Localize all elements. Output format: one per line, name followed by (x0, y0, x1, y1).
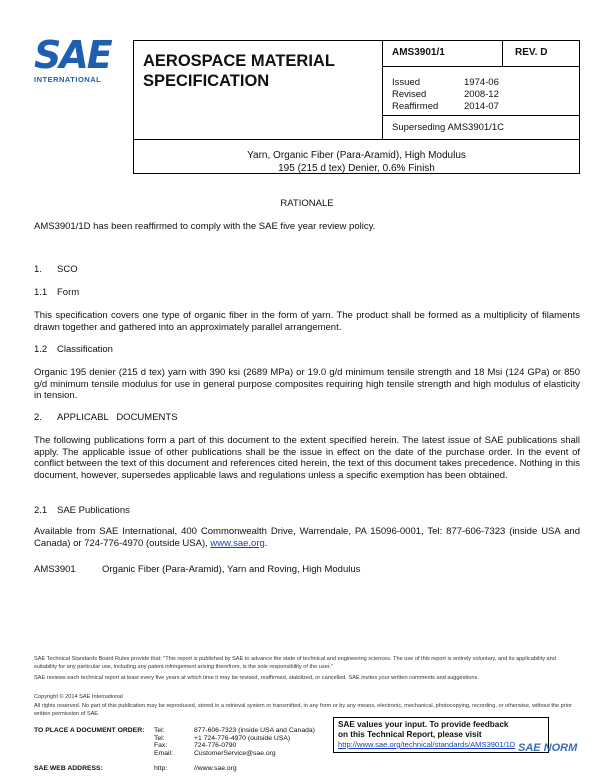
feedback-box: SAE values your input. To provide feedback on this Technical Report, please visit http://www.sae.org/technical/standards/AMS3901/1D (333, 717, 549, 753)
date-issued: Issued 1974-06 (392, 77, 499, 88)
date-list (392, 77, 499, 113)
logo-mark: SAE (34, 33, 111, 77)
legal-notice-3: All rights reserved. No part of this publication may be reproduced, stored in a retrieval system or transmitted, in any form or by any means, electronic, mechanical, photocopying, recording, or otherwise, without the prior written permission of SAE. (34, 703, 572, 717)
section-1-heading: 1. SCO (34, 264, 78, 275)
watermark: SAE NORM (518, 742, 578, 754)
reference-code: AMS3901 (34, 564, 76, 575)
section-1-2-text: Organic 195 denier (215 d tex) yarn with 390 ksi (2689 MPa) or 19.0 g/d minimum tensile strength and 18 Msi (124 GPa) or 850 g/d minimum tensile modulus for use in general purpose composites requiring high tensile strength and high modulus of elasticity in tension. (34, 367, 580, 401)
rationale-heading: RATIONALE (280, 198, 334, 209)
header-divider (133, 139, 580, 140)
email-link[interactable]: CustomerService@sae.org (194, 749, 276, 757)
feedback-link[interactable]: http://www.sae.org/technical/standards/AMS3901/1D (338, 740, 516, 749)
section-2-1-text: Available from SAE International, 400 Commonwealth Drive, Warrendale, PA 15096-0001, Tel: 877-606-7323 (inside USA and Canada) or 724-776-4970 (outside USA), www.sae.org. (34, 526, 580, 549)
order-label: TO PLACE A DOCUMENT ORDER: (34, 727, 145, 734)
section-2-1-heading: 2.1 SAE Publications (34, 505, 130, 516)
web-address: SAE WEB ADDRESS: http: //www.sae.org (34, 765, 237, 772)
logo-subtitle: INTERNATIONAL (34, 75, 102, 84)
section-1-1-heading: 1.1 Form (34, 287, 80, 298)
document-type-title (143, 51, 335, 91)
title-line-2: SPECIFICATION (143, 72, 270, 90)
title-line-1: AEROSPACE MATERIAL (143, 52, 335, 70)
copyright: Copyright © 2014 SAE International (34, 694, 123, 700)
web-link[interactable]: //www.sae.org (194, 765, 237, 772)
superseding-note: Superseding AMS3901/1C (392, 122, 504, 133)
order-contact: TO PLACE A DOCUMENT ORDER: Tel: 877-606-7323 (inside USA and Canada) Tel: +1 724-776-4970 (outside USA) Fax: 724-776-0790 Email: CustomerService@sae.org (34, 727, 315, 757)
section-1-2-heading: 1.2 Classification (34, 344, 113, 355)
legal-notice-2: SAE reviews each technical report at least every five years at which time it may be revised, reaffirmed, stabilized, or cancelled. SAE invites your written comments and suggestions. (34, 675, 479, 681)
document-subtitle: Yarn, Organic Fiber (Para-Aramid), High Modulus 195 (215 d tex) Denier, 0.6% Finish (247, 150, 466, 174)
section-1-1-text: This specification covers one type of organic fiber in the form of yarn. The product shall be formed as a multiplicity of filaments drawn together and gathered into an approximately parallel arrangement. (34, 310, 580, 333)
revision: REV. D (515, 47, 548, 58)
sae-logo (34, 33, 120, 84)
date-reaffirmed: Reaffirmed 2014-07 (392, 101, 499, 112)
superseding-divider (383, 115, 580, 116)
reference-entry (34, 564, 360, 575)
legal-notice-1: SAE Technical Standards Board Rules provide that: "This report is published by SAE to advance the state of technical and engineering sciences. The use of this report is entirely voluntary, and its applicability and suitability for any particular use, including any patent infringement arising therefrom, is the sole responsibility of the user." (34, 656, 556, 670)
section-2-text: The following publications form a part of this document to the extent specified herein. The latest issue of SAE publications shall apply. The applicable issue of other publications shall be the issue in effect on the date of the purchase order. In the event of conflict between the text of this document and references cited herein, the text of this document takes precedence. Nothing in this document, however, supersedes applicable laws and regulations unless a specific exemption has been obtained. (34, 435, 580, 481)
reference-title: Organic Fiber (Para-Aramid), Yarn and Roving, High Modulus (102, 564, 361, 575)
document-number: AMS3901/1 (392, 47, 445, 58)
date-revised: Revised 2008-12 (392, 89, 499, 100)
section-2-heading: 2. APPLICABL DOCUMENTS (34, 412, 178, 423)
sae-website-link[interactable]: www.sae.org (210, 537, 265, 549)
rationale-text: AMS3901/1D has been reaffirmed to comply with the SAE five year review policy. (34, 221, 376, 232)
rev-divider (502, 40, 503, 67)
